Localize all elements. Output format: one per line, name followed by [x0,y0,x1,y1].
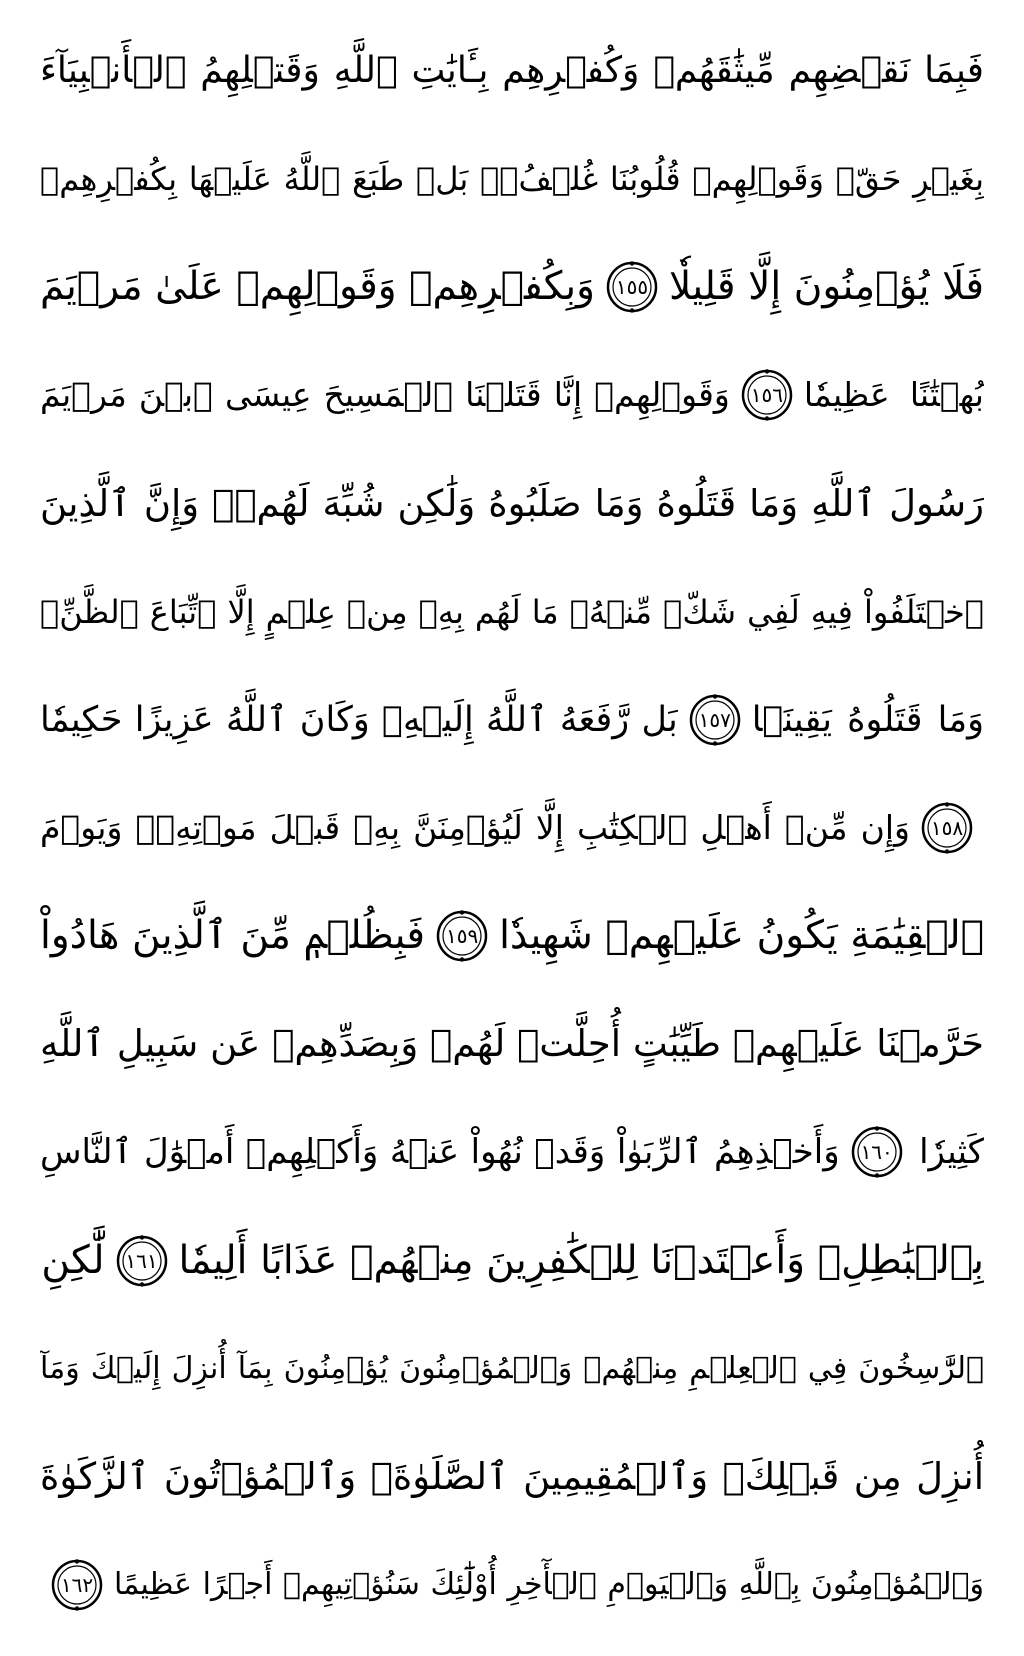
ayah-number: ١٥٦ [750,383,783,408]
ayah-number: ١٦٢ [60,1572,94,1597]
verse-text: ٱلۡقِيَٰمَةِ يَكُونُ عَلَيۡهِمۡ شَهِيدٗا [499,913,984,959]
verse-text: وَقَوۡلِهِمۡ إِنَّا قَتَلۡنَا ٱلۡمَسِيحَ عِيسَى ٱبۡنَ مَرۡيَمَ [40,375,730,415]
ayah-number-marker [688,693,742,747]
ayah-number: ١٦٠ [860,1140,893,1165]
verse-line [40,779,984,877]
ayah-number-marker [50,1558,104,1612]
verse-line [40,1536,984,1634]
verse-text: فَلَا يُؤۡمِنُونَ إِلَّا قَلِيلٗا [668,264,984,310]
ayah-number-marker [920,801,974,855]
verse-line [40,887,984,985]
verse-line [40,671,984,769]
verse-line [40,1320,984,1418]
verse-line [40,238,984,336]
verse-text: وَبِكُفۡرِهِمۡ وَقَوۡلِهِمۡ عَلَىٰ مَرۡيَمَ [40,264,595,310]
ayah-number: ١٦١ [125,1248,158,1273]
verse-text: فَبِمَا نَقۡضِهِم مِّيثَٰقَهُمۡ وَكُفۡرِهِم بِـَٔايَٰتِ ٱللَّهِ وَقَتۡلِهِمُ ٱلۡأَنۢبِيَآءَ [40,50,984,91]
verse-line [40,1428,984,1526]
verse-text: أُنزِلَ مِن قَبۡلِكَۚ وَٱلۡمُقِيمِينَ ٱلصَّلَوٰةَۚ وَٱلۡمُؤۡتُونَ ٱلزَّكَوٰةَ [40,1454,984,1498]
verse-text: رَسُولَ ٱللَّهِ وَمَا قَتَلُوهُ وَمَا صَلَبُوهُ وَلَٰكِن شُبِّهَ لَهُمۡۚ وَإِنَّ ٱلَّذِينَ [40,481,984,525]
verse-text: بَل رَّفَعَهُ ٱللَّهُ إِلَيۡهِۚ وَكَانَ ٱللَّهُ عَزِيزًا حَكِيمٗا [40,699,678,740]
ayah-number: ١٥٩ [445,924,479,949]
ayah-number-marker [115,1234,169,1288]
verse-text: وَأَخۡذِهِمُ ٱلرِّبَوٰاْ وَقَدۡ نُهُواْ عَنۡهُ وَأَكۡلِهِمۡ أَمۡوَٰلَ ٱلنَّاسِ [40,1132,840,1173]
ayah-number: ١٥٨ [930,815,964,840]
verse-text: حَرَّمۡنَا عَلَيۡهِمۡ طَيِّبَٰتٍ أُحِلَّتۡ لَهُمۡ وَبِصَدِّهِمۡ عَن سَبِيلِ ٱللَّهِ [40,1022,984,1066]
verse-text: بُهۡتَٰنًا عَظِيمٗا [803,375,984,415]
ayah-number: ١٥٧ [698,707,731,732]
verse-text: ٱلرَّٰسِخُونَ فِي ٱلۡعِلۡمِ مِنۡهُمۡ وَٱلۡمُؤۡمِنُونَ يُؤۡمِنُونَ بِمَآ أُنزِلَ إِلَيۡكَ وَمَآ [40,1350,984,1386]
verse-text: وَإِن مِّنۡ أَهۡلِ ٱلۡكِتَٰبِ إِلَّا لَيُؤۡمِنَنَّ بِهِۦ قَبۡلَ مَوۡتِهِۦۖ وَيَوۡمَ [40,807,910,847]
ayah-number-marker [435,909,489,963]
verse-text: ٱخۡتَلَفُواْ فِيهِ لَفِي شَكّٖ مِّنۡهُۚ مَا لَهُم بِهِۦ مِنۡ عِلۡمٍ إِلَّا ٱتِّبَاعَ ٱلظَّنِّۚ [40,592,984,631]
verse-text: لَّٰكِنِ [41,1237,105,1283]
ayah-number-marker [850,1125,904,1179]
ayah-number-marker [605,260,659,314]
verse-line [40,130,984,228]
verse-text: بِغَيۡرِ حَقّٖ وَقَوۡلِهِمۡ قُلُوبُنَا غُلۡفُۢۚ بَلۡ طَبَعَ ٱللَّهُ عَلَيۡهَا بِكُفۡرِهِمۡ [40,160,984,199]
ayah-number: ١٥٥ [615,275,649,300]
verse-text: بِٱلۡبَٰطِلِۚ وَأَعۡتَدۡنَا لِلۡكَٰفِرِينَ مِنۡهُمۡ عَذَابًا أَلِيمٗا [178,1237,984,1283]
verse-text: وَمَا قَتَلُوهُ يَقِينَۢا [751,699,984,740]
verse-text: فَبِظُلۡمٖ مِّنَ ٱلَّذِينَ هَادُواْ [40,913,426,959]
verse-text: كَثِيرٗا [919,1132,984,1173]
verse-line [40,1212,984,1310]
verse-line [40,1103,984,1201]
verse-line [40,563,984,661]
verse-lines [40,22,984,1634]
ayah-number-marker [740,368,794,422]
verse-line [40,22,984,120]
verse-line [40,455,984,553]
verse-line [40,995,984,1093]
verse-line [40,346,984,444]
verse-text: وَٱلۡمُؤۡمِنُونَ بِٱللَّهِ وَٱلۡيَوۡمِ ٱلۡأٓخِرِ أُوْلَٰٓئِكَ سَنُؤۡتِيهِمۡ أَجۡرًا عَظِيمًا [114,1566,984,1602]
